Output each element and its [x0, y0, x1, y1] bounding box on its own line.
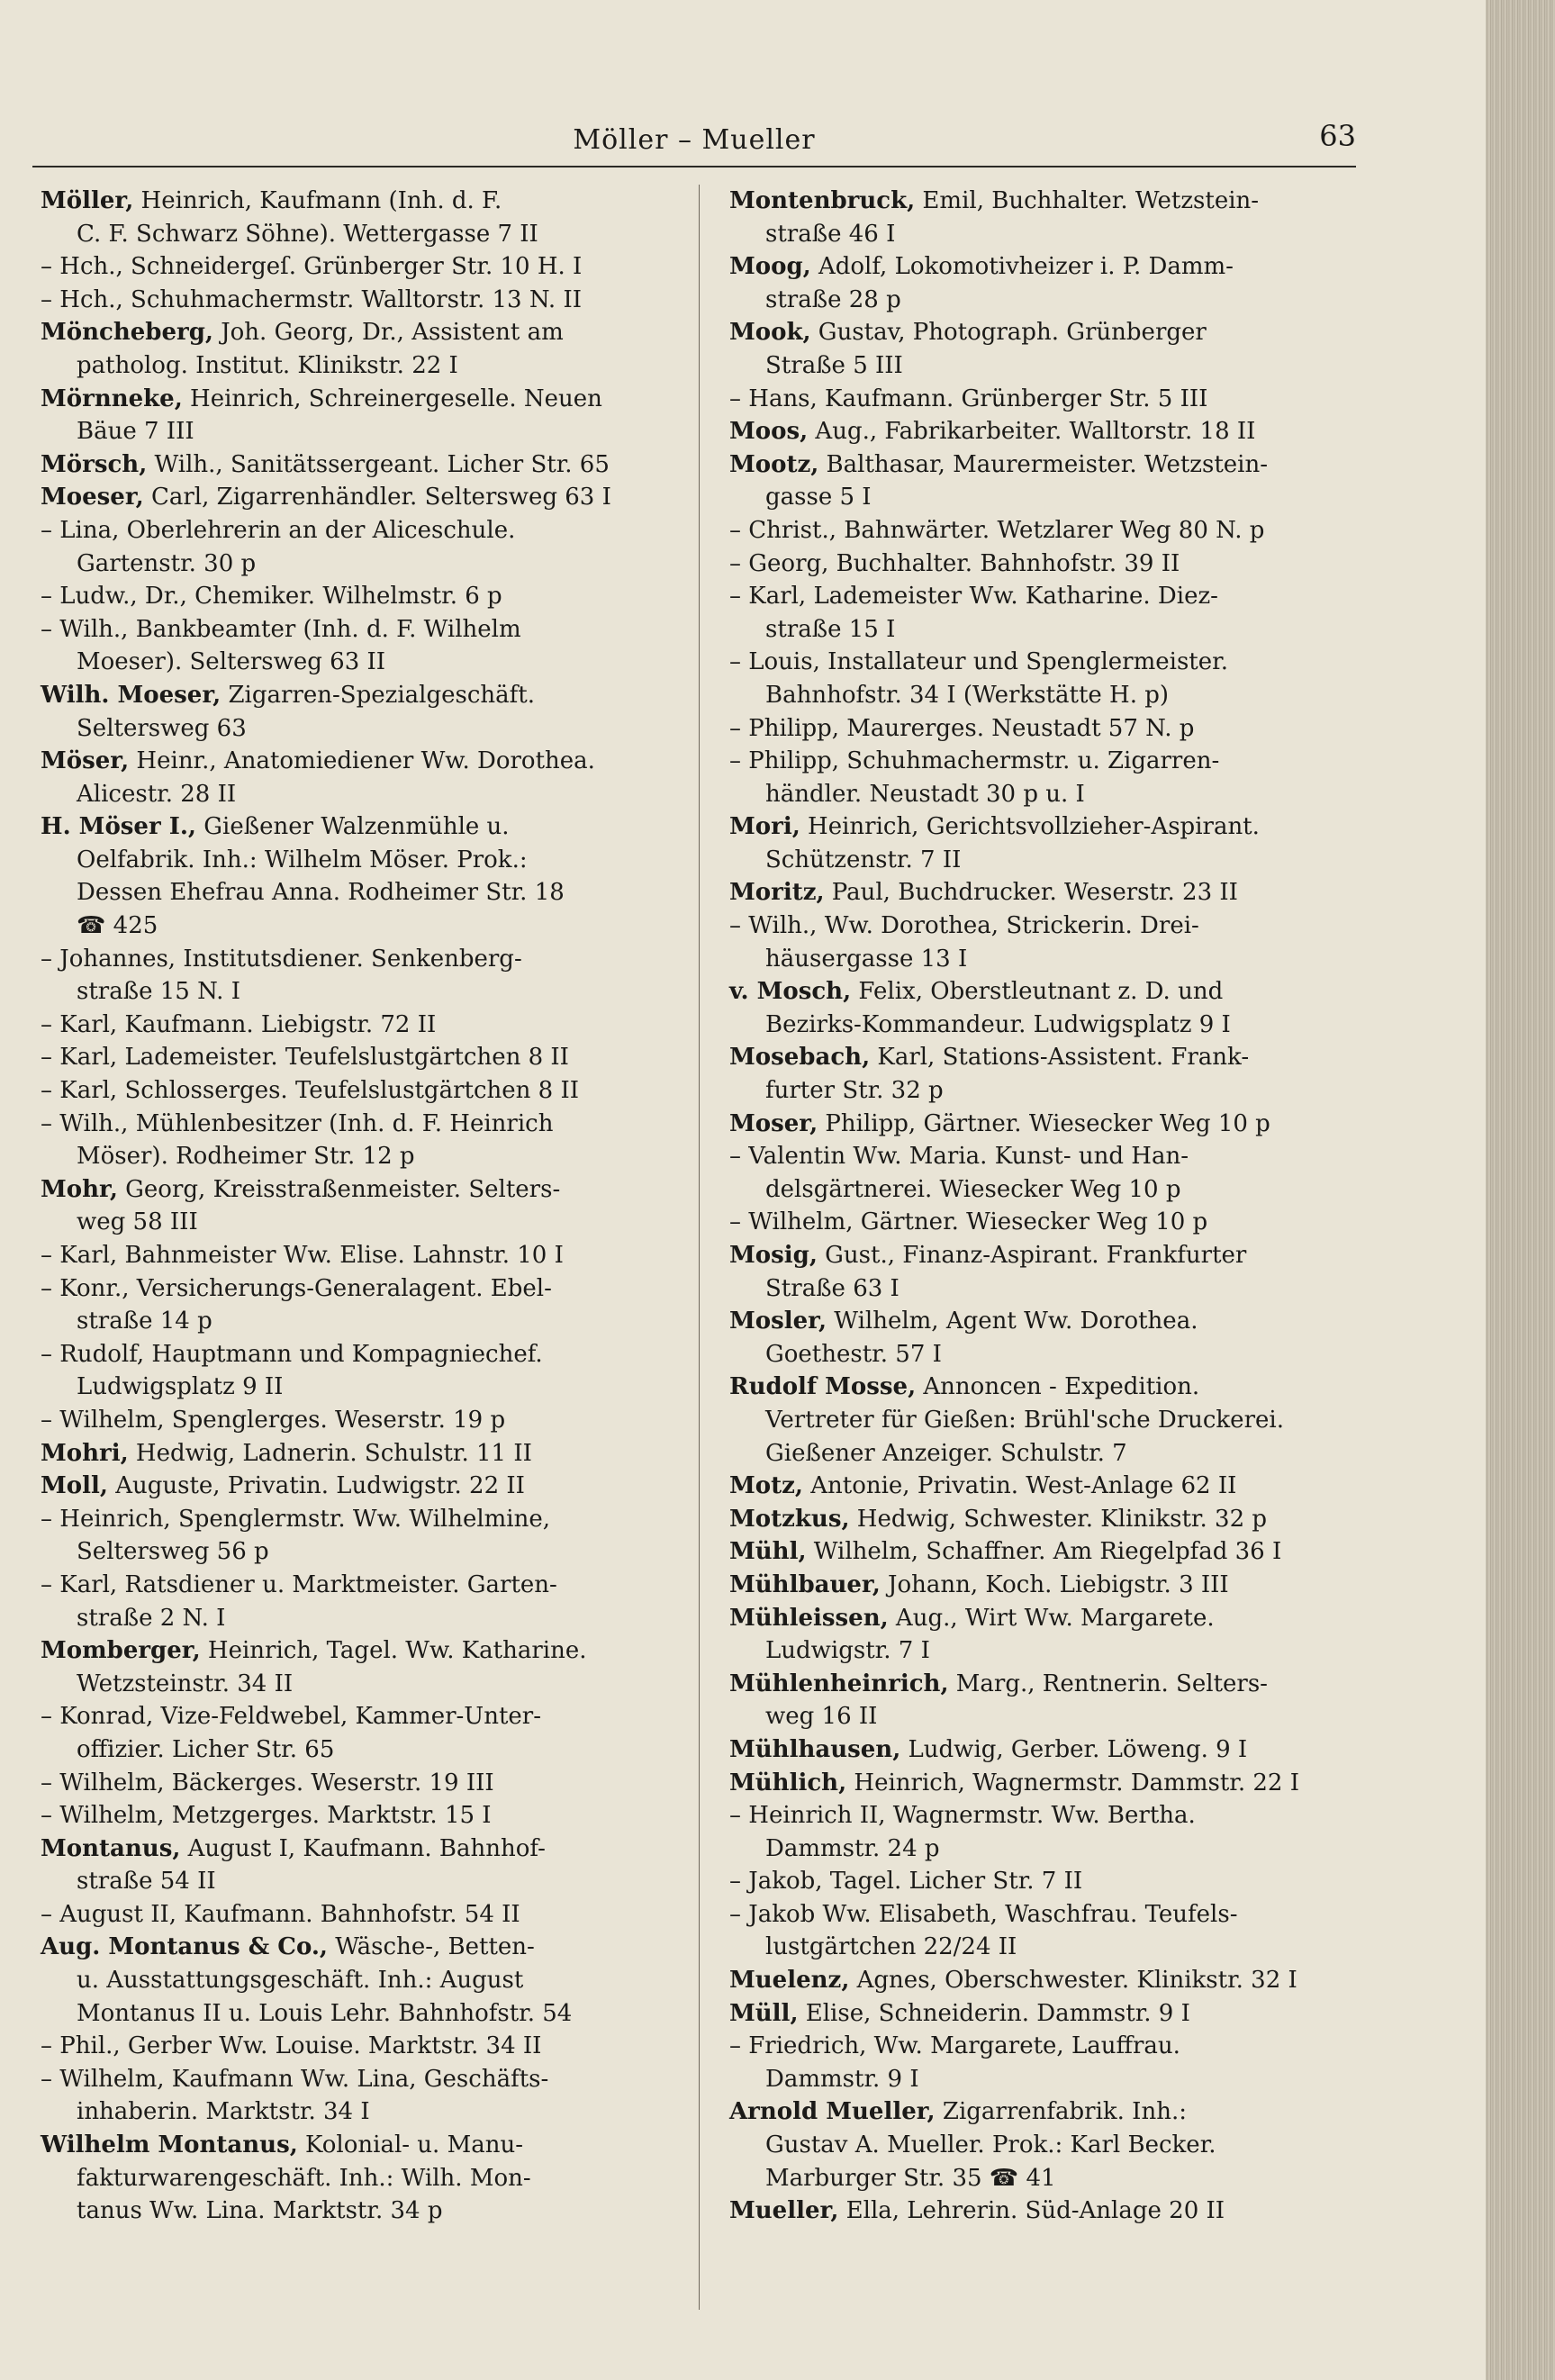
- entry-surname: Moos,: [729, 418, 809, 446]
- entry-surname: Müll,: [729, 1999, 799, 2027]
- directory-entry: [729, 1041, 1360, 1107]
- directory-entry: [41, 1041, 671, 1074]
- entry-continuation: Dammstr. 9 I: [765, 2065, 919, 2093]
- entry-text: Wilhelm, Schaffner. Am Riegelpfad 36 I: [806, 1538, 1282, 1566]
- entry-continuation: patholog. Institut. Klinikstr. 22 I: [77, 351, 458, 379]
- entry-surname: Möncheberg,: [41, 319, 213, 347]
- directory-entry: [41, 613, 671, 679]
- directory-entry: [41, 1569, 671, 1634]
- entry-continuation: Straße 5 III: [765, 351, 903, 379]
- entry-continuation: Bäue 7 III: [77, 418, 194, 446]
- directory-entry: [729, 1569, 1360, 1602]
- directory-entry: [729, 646, 1360, 711]
- entry-text: Heinrich, Gerichtsvollzieher-Aspirant.: [800, 813, 1260, 841]
- entry-text: – Wilhelm, Gärtner. Wiesecker Weg 10 p: [729, 1208, 1208, 1236]
- directory-entry: [41, 1404, 671, 1437]
- directory-entry: [729, 514, 1360, 547]
- entry-text: Annoncen - Expedition.: [916, 1373, 1200, 1401]
- directory-entry: [729, 1535, 1360, 1569]
- entry-surname: Mohri,: [41, 1439, 129, 1467]
- entry-continuation: gasse 5 I: [765, 484, 872, 511]
- entry-text: Wilhelm, Agent Ww. Dorothea.: [827, 1308, 1198, 1335]
- entry-text: – Heinrich II, Wagnermstr. Ww. Bertha.: [729, 1802, 1196, 1830]
- entry-text: – Wilh., Mühlenbesitzer (Inh. d. F. Heinrich: [41, 1109, 554, 1137]
- entry-continuation: Bezirks-Kommandeur. Ludwigsplatz 9 I: [765, 1010, 1231, 1038]
- directory-entry: [41, 1173, 671, 1239]
- entry-text: – Rudolf, Hauptmann und Kompagniechef.: [41, 1340, 543, 1368]
- entry-surname: Momberger,: [41, 1637, 201, 1665]
- entry-continuation: Gustav A. Mueller. Prok.: Karl Becker.: [765, 2131, 1216, 2159]
- entry-text: Heinrich, Wagnermstr. Dammstr. 22 I: [846, 1769, 1299, 1796]
- directory-entry: [41, 1833, 671, 1898]
- entry-text: – Ludw., Dr., Chemiker. Wilhelmstr. 6 p: [41, 583, 502, 611]
- entry-text: Gust., Finanz-Aspirant. Frankfurter: [817, 1242, 1247, 1269]
- entry-continuation: Ludwigstr. 7 I: [765, 1637, 930, 1665]
- directory-entry: [41, 2063, 671, 2129]
- entry-continuation: händler. Neustadt 30 p u. I: [765, 780, 1085, 808]
- entry-surname: Aug. Montanus & Co.,: [41, 1933, 328, 1961]
- directory-entry: [729, 316, 1360, 382]
- entry-text: Ella, Lehrerin. Süd-Anlage 20 II: [838, 2197, 1225, 2225]
- directory-entry: [729, 448, 1360, 514]
- entry-surname: Moeser,: [41, 484, 144, 511]
- entry-surname: Moog,: [729, 253, 811, 281]
- entry-continuation: Seltersweg 56 p: [77, 1538, 269, 1566]
- entry-continuation: straße 28 p: [765, 285, 901, 313]
- directory-entry: [41, 1931, 671, 2030]
- entry-text: – Hch., Schneidergeſ. Grünberger Str. 10 H. I: [41, 253, 583, 281]
- entry-continuation: straße 2 N. I: [77, 1604, 226, 1632]
- entry-text: Wäsche-, Betten-: [327, 1933, 535, 1961]
- entry-continuation: Seltersweg 63: [77, 714, 247, 742]
- entry-text: Carl, Zigarrenhändler. Seltersweg 63 I: [143, 484, 611, 511]
- entry-continuation: lustgärtchen 22/24 II: [765, 1933, 1017, 1961]
- entry-text: – Wilhelm, Metzgerges. Marktstr. 15 I: [41, 1802, 492, 1830]
- directory-entry: [729, 2030, 1360, 2095]
- page-number: 63: [1319, 119, 1356, 153]
- entry-continuation: Montanus II u. Louis Lehr. Bahnhofstr. 54: [77, 1999, 573, 2027]
- entry-text: Balthasar, Maurermeister. Wetzstein-: [818, 450, 1269, 478]
- entry-continuation: delsgärtnerei. Wiesecker Weg 10 p: [765, 1175, 1181, 1203]
- directory-entry: [729, 1239, 1360, 1305]
- entry-continuation: Vertreter für Gießen: Brühl'sche Druckerei.: [765, 1406, 1284, 1434]
- directory-entry: [41, 745, 671, 810]
- entry-continuation: häusergasse 13 I: [765, 945, 968, 973]
- directory-entry: [729, 1503, 1360, 1536]
- entry-text: – Hans, Kaufmann. Grünberger Str. 5 III: [729, 385, 1208, 412]
- directory-entry: [41, 2030, 671, 2063]
- entry-text: Kolonial- u. Manu-: [297, 2131, 523, 2159]
- entry-text: – Karl, Lademeister. Teufelslustgärtchen 8 II: [41, 1044, 569, 1072]
- entry-continuation: ☎ 425: [77, 912, 158, 940]
- entry-text: – August II, Kaufmann. Bahnhofstr. 54 II: [41, 1900, 520, 1928]
- entry-text: Heinrich, Tagel. Ww. Katharine.: [200, 1637, 587, 1665]
- entry-surname: Moritz,: [729, 879, 825, 907]
- entry-continuation: furter Str. 32 p: [765, 1077, 944, 1105]
- entry-surname: Mosebach,: [729, 1044, 871, 1072]
- directory-entry: [41, 284, 671, 317]
- entry-surname: Mühlbauer,: [729, 1570, 881, 1598]
- entry-text: Zigarren-Spezialgeschäft.: [221, 681, 535, 709]
- entry-text: Gießener Walzenmühle u.: [196, 813, 510, 841]
- directory-entry: [41, 1338, 671, 1404]
- entry-text: Zigarrenfabrik. Inh.:: [935, 2098, 1187, 2126]
- entry-surname: Mörnneke,: [41, 385, 183, 412]
- entry-text: Joh. Georg, Dr., Assistent am: [212, 319, 564, 347]
- entry-text: Marg., Rentnerin. Selters-: [948, 1670, 1268, 1697]
- directory-entry: [729, 2095, 1360, 2194]
- directory-entry: [729, 876, 1360, 909]
- entry-continuation: weg 58 III: [77, 1208, 198, 1236]
- entry-text: – Konr., Versicherungs-Generalagent. Ebel-: [41, 1274, 552, 1302]
- entry-surname: Mühleissen,: [729, 1604, 889, 1632]
- entry-text: – Karl, Schlosserges. Teufelslustgärtchen 8 II: [41, 1077, 579, 1105]
- entry-text: – Karl, Lademeister Ww. Katharine. Diez-: [729, 583, 1218, 611]
- entry-continuation: straße 15 N. I: [77, 978, 240, 1006]
- running-head: Möller – Mueller: [573, 124, 816, 156]
- entry-surname: Wilhelm Montanus,: [41, 2131, 298, 2159]
- entry-text: Karl, Stations-Assistent. Frank-: [870, 1044, 1250, 1072]
- entry-text: Heinr., Anatomiediener Ww. Dorothea.: [129, 747, 595, 775]
- directory-entry: [729, 1108, 1360, 1141]
- directory-entry: [729, 909, 1360, 975]
- entry-continuation: tanus Ww. Lina. Marktstr. 34 p: [77, 2197, 443, 2225]
- entry-continuation: Wetzsteinstr. 34 II: [77, 1670, 294, 1697]
- entry-text: – Wilhelm, Bäckerges. Weserstr. 19 III: [41, 1769, 494, 1796]
- directory-entry: [41, 810, 671, 942]
- directory-entry: [729, 712, 1360, 746]
- directory-entry: [41, 580, 671, 613]
- entry-text: – Karl, Bahnmeister Ww. Elise. Lahnstr. 10 I: [41, 1242, 564, 1269]
- entry-continuation: straße 46 I: [765, 220, 896, 248]
- entry-text: August I, Kaufmann. Bahnhof-: [180, 1834, 546, 1862]
- directory-entry: [41, 679, 671, 745]
- entry-text: – Philipp, Schuhmachermstr. u. Zigarren-: [729, 747, 1220, 775]
- entry-text: – Konrad, Vize-Feldwebel, Kammer-Unter-: [41, 1703, 542, 1731]
- entry-surname: Motzkus,: [729, 1505, 850, 1533]
- directory-entry: [41, 1799, 671, 1833]
- book-page-edge: [1486, 0, 1555, 2380]
- directory-entry: [729, 1898, 1360, 1964]
- directory-entry: [41, 1074, 671, 1108]
- right-column: [729, 185, 1360, 2228]
- entry-continuation: inhaberin. Marktstr. 34 I: [77, 2098, 370, 2126]
- directory-entry: [729, 1668, 1360, 1733]
- entry-text: – Louis, Installateur und Spenglermeister.: [729, 648, 1228, 676]
- directory-entry: [41, 1272, 671, 1338]
- entry-text: Hedwig, Schwester. Klinikstr. 32 p: [849, 1505, 1268, 1533]
- entry-surname: v. Mosch,: [729, 978, 852, 1006]
- entry-surname: Wilh. Moeser,: [41, 681, 221, 709]
- entry-continuation: Möser). Rodheimer Str. 12 p: [77, 1143, 415, 1171]
- directory-entry: [729, 415, 1360, 448]
- entry-text: Adolf, Lokomotivheizer i. P. Damm-: [810, 253, 1234, 281]
- entry-text: Aug., Wirt Ww. Margarete.: [888, 1604, 1215, 1632]
- directory-entry: [41, 1009, 671, 1042]
- entry-text: – Jakob Ww. Elisabeth, Waschfrau. Teufels-: [729, 1900, 1238, 1928]
- entry-text: Heinrich, Kaufmann (Inh. d. F.: [133, 187, 502, 214]
- entry-surname: Mühl,: [729, 1538, 807, 1566]
- entry-continuation: Straße 63 I: [765, 1274, 900, 1302]
- entry-continuation: weg 16 II: [765, 1703, 878, 1731]
- entry-continuation: Oelfabrik. Inh.: Wilhelm Möser. Prok.:: [77, 846, 528, 873]
- entry-text: – Wilh., Bankbeamter (Inh. d. F. Wilhelm: [41, 615, 521, 643]
- directory-entry: [729, 1602, 1360, 1668]
- directory-entry: [41, 383, 671, 448]
- entry-text: – Karl, Kaufmann. Liebigstr. 72 II: [41, 1010, 437, 1038]
- entry-text: Antonie, Privatin. West-Anlage 62 II: [802, 1472, 1237, 1500]
- entry-continuation: Moeser). Seltersweg 63 II: [77, 648, 386, 676]
- directory-entry: [41, 250, 671, 284]
- entry-continuation: Gartenstr. 30 p: [77, 549, 257, 577]
- entry-continuation: Marburger Str. 35 ☎ 41: [765, 2164, 1056, 2192]
- entry-continuation: Goethestr. 57 I: [765, 1340, 942, 1368]
- entry-text: Agnes, Oberschwester. Klinikstr. 32 I: [849, 1967, 1297, 1995]
- directory-entry: [41, 1239, 671, 1272]
- entry-continuation: Dessen Ehefrau Anna. Rodheimer Str. 18: [77, 879, 565, 907]
- directory-entry: [41, 1767, 671, 1800]
- entry-continuation: C. F. Schwarz Söhne). Wettergasse 7 II: [77, 220, 538, 248]
- entry-text: – Friedrich, Ww. Margarete, Lauffrau.: [729, 2032, 1180, 2060]
- entry-surname: Mühlenheinrich,: [729, 1670, 949, 1697]
- directory-entry: [41, 448, 671, 482]
- entry-surname: Mosig,: [729, 1242, 818, 1269]
- entry-text: Johann, Koch. Liebigstr. 3 III: [880, 1570, 1229, 1598]
- entry-text: – Philipp, Maurerges. Neustadt 57 N. p: [729, 714, 1195, 742]
- directory-entry: [41, 1898, 671, 1932]
- entry-surname: H. Möser I.,: [41, 813, 196, 841]
- directory-entry: [729, 185, 1360, 250]
- entry-continuation: straße 15 I: [765, 615, 896, 643]
- entry-surname: Mörsch,: [41, 450, 148, 478]
- entry-text: Ludwig, Gerber. Löweng. 9 I: [900, 1735, 1248, 1763]
- entry-continuation: Ludwigsplatz 9 II: [77, 1373, 284, 1401]
- entry-surname: Moser,: [729, 1109, 818, 1137]
- entry-text: – Wilhelm, Kaufmann Ww. Lina, Geschäfts-: [41, 2065, 549, 2093]
- directory-entry: [729, 1733, 1360, 1767]
- directory-entry: [729, 1799, 1360, 1865]
- entry-text: Auguste, Privatin. Ludwigstr. 22 II: [107, 1472, 525, 1500]
- entry-text: Emil, Buchhalter. Wetzstein-: [915, 187, 1260, 214]
- directory-entry: [41, 185, 671, 250]
- directory-entry: [729, 2194, 1360, 2228]
- directory-entry: [41, 1634, 671, 1700]
- entry-continuation: Gießener Anzeiger. Schulstr. 7: [765, 1439, 1127, 1467]
- directory-entry: [729, 1767, 1360, 1800]
- entry-surname: Mook,: [729, 319, 811, 347]
- directory-entry: [41, 2129, 671, 2228]
- entry-text: – Wilhelm, Spenglerges. Weserstr. 19 p: [41, 1406, 506, 1434]
- entry-text: – Christ., Bahnwärter. Wetzlarer Weg 80 N. p: [729, 516, 1265, 544]
- entry-text: – Wilh., Ww. Dorothea, Strickerin. Drei-: [729, 912, 1199, 940]
- entry-continuation: Alicestr. 28 II: [77, 780, 237, 808]
- directory-entry: [729, 1470, 1360, 1503]
- entry-surname: Mootz,: [729, 450, 819, 478]
- entry-surname: Arnold Mueller,: [729, 2098, 936, 2126]
- left-column: [41, 185, 671, 2228]
- directory-entry: [729, 745, 1360, 810]
- entry-text: Paul, Buchdrucker. Weserstr. 23 II: [824, 879, 1238, 907]
- entry-text: – Lina, Oberlehrerin an der Aliceschule.: [41, 516, 516, 544]
- directory-entry: [729, 1964, 1360, 1997]
- entry-surname: Motz,: [729, 1472, 803, 1500]
- entry-continuation: straße 14 p: [77, 1308, 212, 1335]
- entry-surname: Mohr,: [41, 1175, 118, 1203]
- entry-text: Gustav, Photograph. Grünberger: [810, 319, 1207, 347]
- entry-continuation: Bahnhofstr. 34 I (Werkstätte H. p): [765, 681, 1170, 709]
- page-header: [32, 108, 1356, 167]
- entry-text: Elise, Schneiderin. Dammstr. 9 I: [798, 1999, 1190, 2027]
- entry-surname: Montanus,: [41, 1834, 181, 1862]
- directory-entry: [729, 547, 1360, 581]
- directory-entry: [41, 481, 671, 514]
- entry-surname: Montenbruck,: [729, 187, 916, 214]
- directory-entry: [729, 250, 1360, 316]
- directory-entry: [729, 1305, 1360, 1371]
- entry-continuation: fakturwarengeschäft. Inh.: Wilh. Mon-: [77, 2164, 531, 2192]
- entry-text: – Phil., Gerber Ww. Louise. Marktstr. 34 II: [41, 2032, 542, 2060]
- entry-surname: Mosler,: [729, 1308, 827, 1335]
- entry-text: Philipp, Gärtner. Wiesecker Weg 10 p: [818, 1109, 1270, 1137]
- entry-text: – Karl, Ratsdiener u. Marktmeister. Garten-: [41, 1570, 557, 1598]
- entry-continuation: straße 54 II: [77, 1868, 216, 1896]
- directory-entry: [41, 1108, 671, 1173]
- directory-entry: [41, 1700, 671, 1766]
- entry-surname: Mühlich,: [729, 1769, 847, 1796]
- directory-entry: [729, 810, 1360, 876]
- entry-continuation: offizier. Licher Str. 65: [77, 1735, 335, 1763]
- entry-text: Hedwig, Ladnerin. Schulstr. 11 II: [128, 1439, 532, 1467]
- directory-entry: [729, 1865, 1360, 1898]
- entry-text: – Valentin Ww. Maria. Kunst- und Han-: [729, 1143, 1189, 1171]
- entry-text: – Johannes, Institutsdiener. Senkenberg-: [41, 945, 522, 973]
- entry-surname: Möller,: [41, 187, 134, 214]
- directory-entry: [729, 1997, 1360, 2031]
- entry-surname: Mueller,: [729, 2197, 839, 2225]
- directory-entry: [729, 580, 1360, 646]
- directory-entry: [41, 1470, 671, 1503]
- entry-text: – Heinrich, Spenglermstr. Ww. Wilhelmine,: [41, 1505, 551, 1533]
- directory-entry: [729, 1140, 1360, 1206]
- directory-entry: [729, 975, 1360, 1041]
- directory-entry: [41, 514, 671, 580]
- entry-surname: Moll,: [41, 1472, 108, 1500]
- entry-text: Aug., Fabrikarbeiter. Walltorstr. 18 II: [808, 418, 1256, 446]
- entry-text: Felix, Oberstleutnant z. D. und: [851, 978, 1224, 1006]
- entry-continuation: Dammstr. 24 p: [765, 1834, 940, 1862]
- directory-entry: [729, 383, 1360, 416]
- entry-text: Wilh., Sanitätssergeant. Licher Str. 65: [147, 450, 610, 478]
- entry-text: – Jakob, Tagel. Licher Str. 7 II: [729, 1868, 1083, 1896]
- directory-entry: [41, 943, 671, 1009]
- entry-text: – Georg, Buchhalter. Bahnhofstr. 39 II: [729, 549, 1180, 577]
- entry-text: Georg, Kreisstraßenmeister. Selters-: [117, 1175, 561, 1203]
- entry-continuation: u. Ausstattungsgeschäft. Inh.: August: [77, 1967, 524, 1995]
- directory-entry: [729, 1206, 1360, 1239]
- column-divider: [699, 185, 700, 2310]
- directory-entry: [41, 316, 671, 382]
- directory-entry: [41, 1437, 671, 1471]
- directory-entry: [41, 1503, 671, 1569]
- directory-entry: [729, 1371, 1360, 1470]
- entry-text: Heinrich, Schreinergeselle. Neuen: [182, 385, 602, 412]
- entry-text: – Hch., Schuhmachermstr. Walltorstr. 13 N. II: [41, 285, 582, 313]
- entry-surname: Mori,: [729, 813, 800, 841]
- entry-surname: Rudolf Mosse,: [729, 1373, 917, 1401]
- entry-surname: Mühlhausen,: [729, 1735, 901, 1763]
- entry-surname: Muelenz,: [729, 1967, 850, 1995]
- entry-continuation: Schützenstr. 7 II: [765, 846, 962, 873]
- entry-surname: Möser,: [41, 747, 130, 775]
